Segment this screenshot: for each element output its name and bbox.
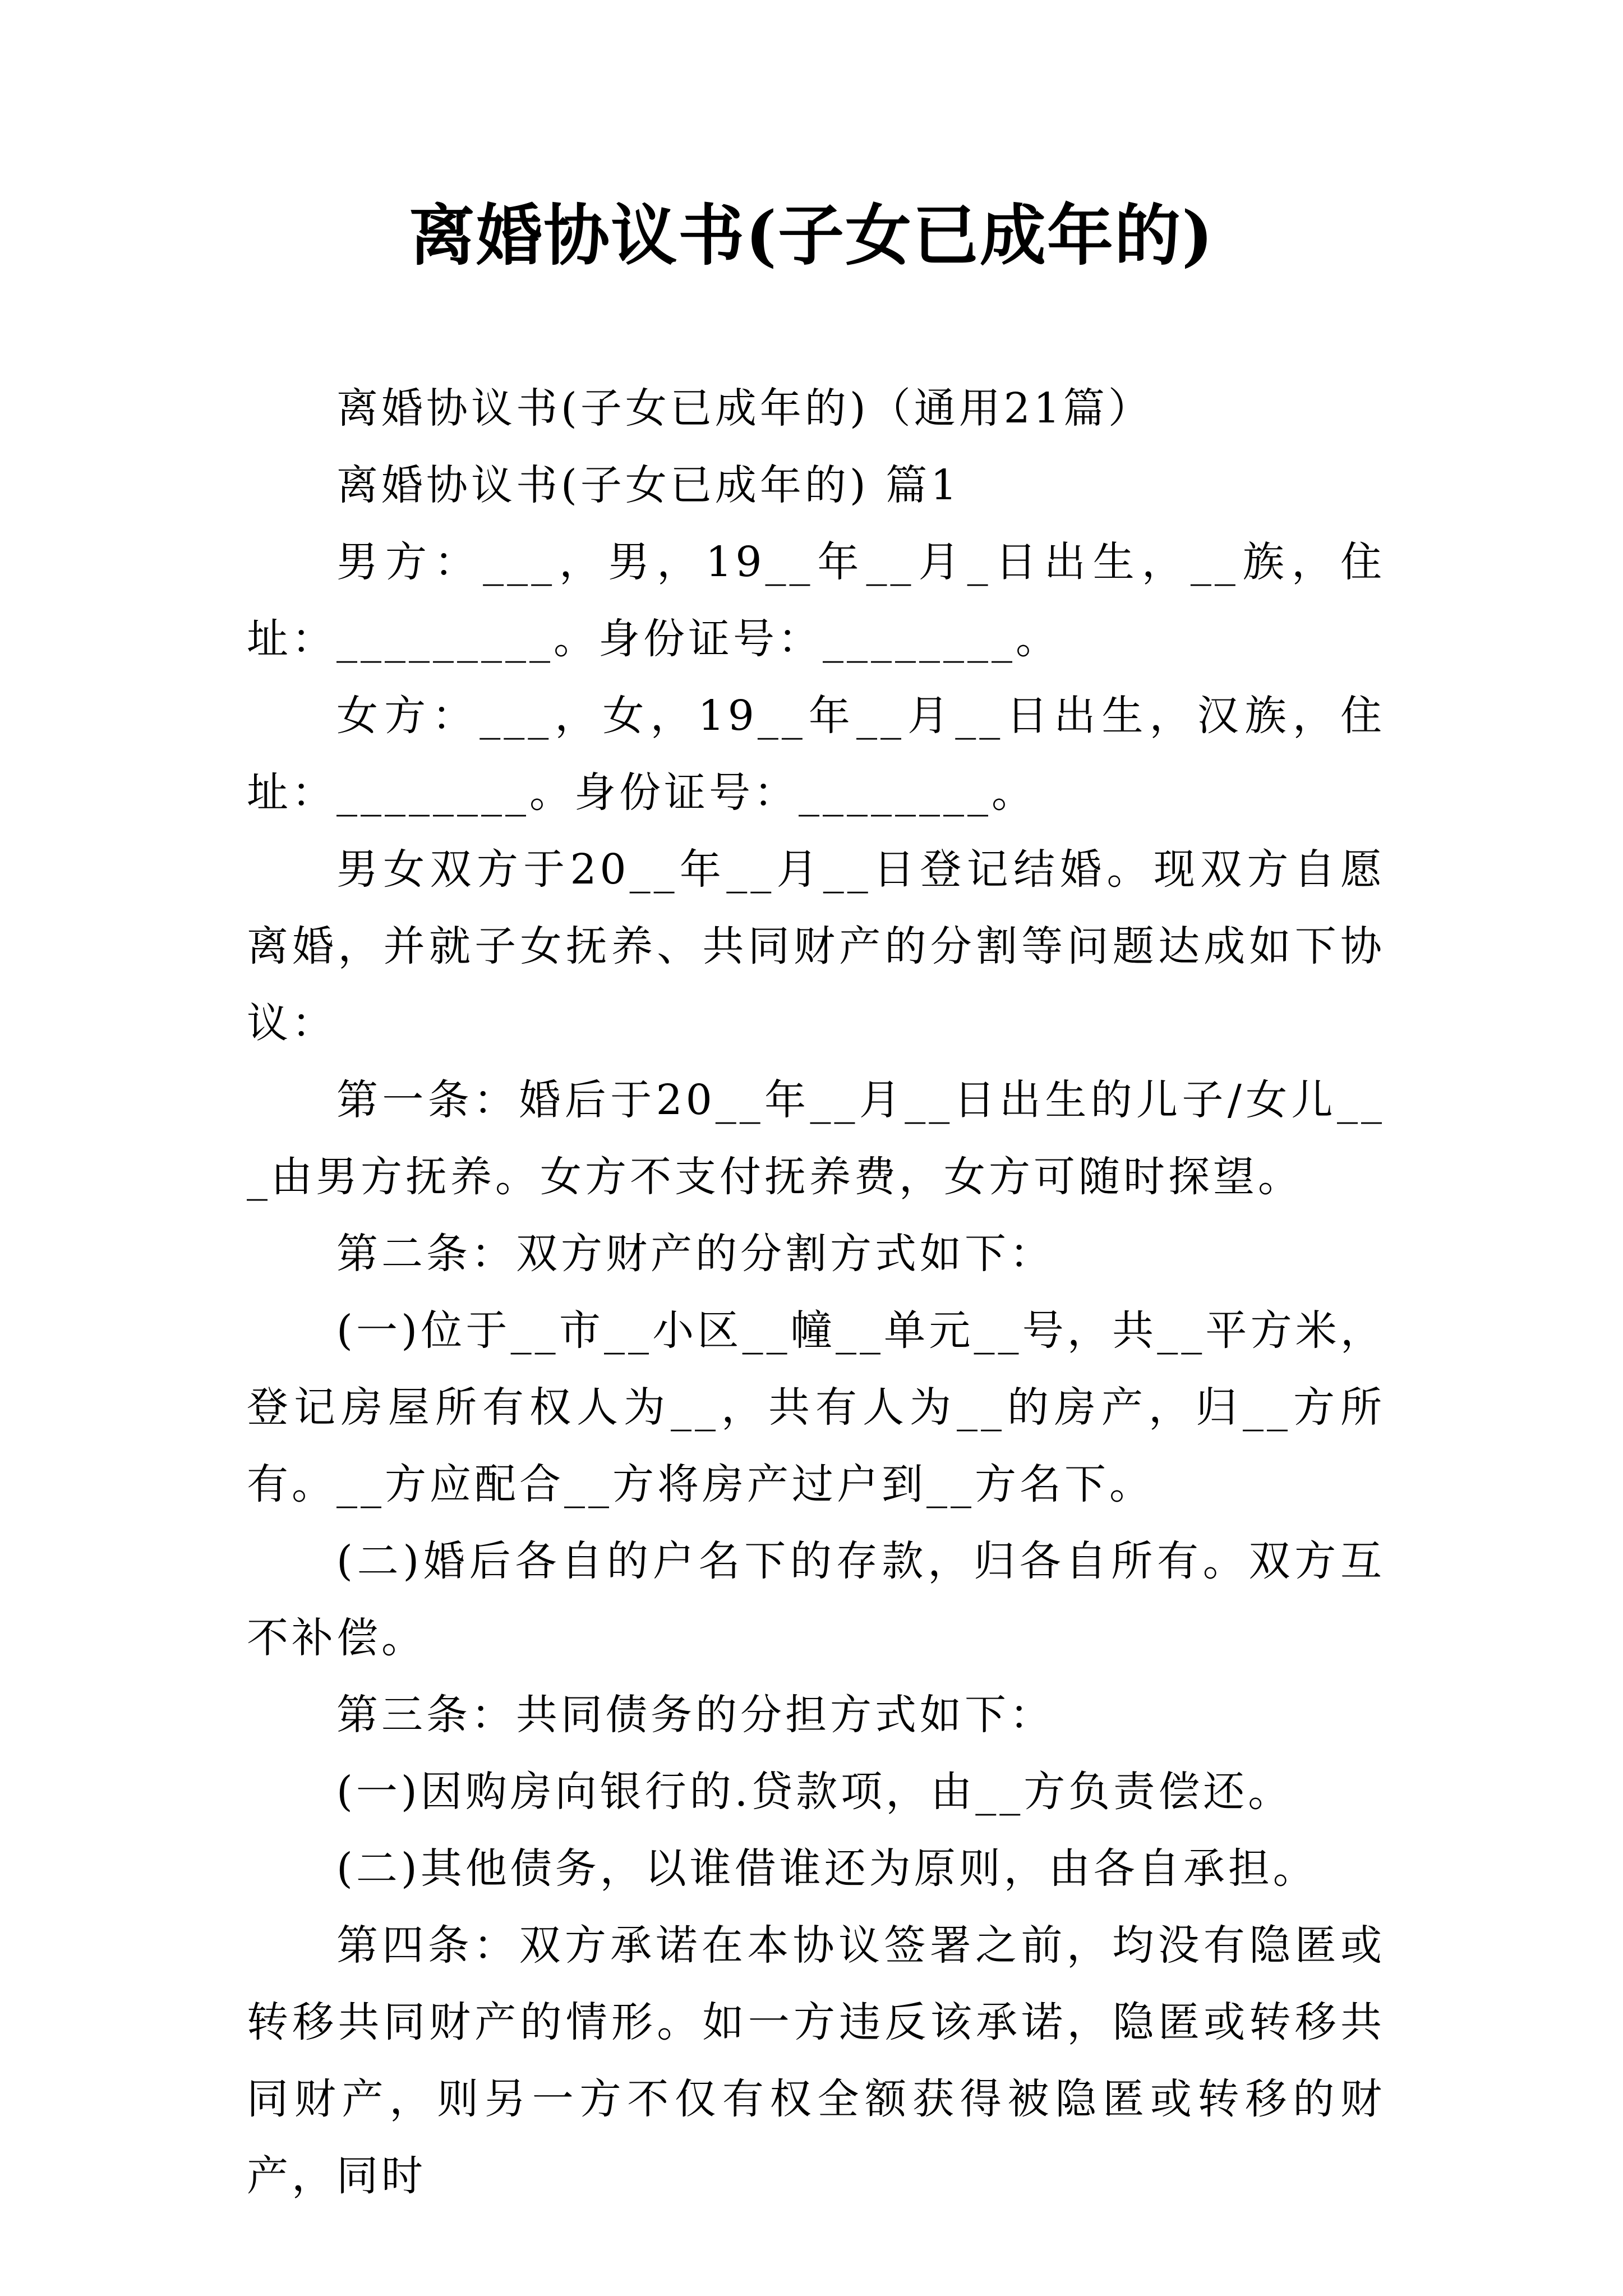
paragraph-article-2-item-1: (一)位于__市__小区__幢__单元__号，共__平方米，登记房屋所有权人为__，共有人为__的房产，归__方所有。__方应配合__方将房产过户到__方名下。 bbox=[247, 1306, 1385, 1508]
paragraph-marriage-statement: 男女双方于20__年__月__日登记结婚。现双方自愿离婚，并就子女抚养、共同财产的分割等问题达成如下协议： bbox=[247, 845, 1385, 1047]
paragraph-subtitle: 离婚协议书(子女已成年的)（通用21篇） bbox=[336, 384, 1153, 432]
document-title: 离婚协议书(子女已成年的) bbox=[409, 196, 1214, 274]
paragraph-article-2: 第二条：双方财产的分割方式如下： bbox=[336, 1230, 1054, 1278]
paragraph-section-heading: 离婚协议书(子女已成年的) 篇1 bbox=[336, 461, 961, 509]
document-body bbox=[247, 370, 1385, 2215]
paragraph-article-3-item-1: (一)因购房向银行的.贷款项，由__方负责偿还。 bbox=[336, 1768, 1293, 1816]
paragraph-article-4: 第四条：双方承诺在本协议签署之前，均没有隐匿或转移共同财产的情形。如一方违反该承诺，隐匿或转移共同财产，则另一方不仅有权全额获得被隐匿或转移的财产，同时 bbox=[247, 1921, 1385, 2200]
paragraph-female-party: 女方：___，女，19__年__月__日出生，汉族，住址：________。身份证号：________。 bbox=[247, 692, 1385, 817]
paragraph-article-2-item-2: (二)婚后各自的户名下的存款，归各自所有。双方互不补偿。 bbox=[247, 1537, 1385, 1662]
paragraph-article-3-item-2: (二)其他债务，以谁借谁还为原则，由各自承担。 bbox=[336, 1844, 1318, 1893]
paragraph-article-1: 第一条：婚后于20__年__月__日出生的儿子/女儿___由男方抚养。女方不支付抚养费，女方可随时探望。 bbox=[247, 1076, 1385, 1201]
paragraph-article-3: 第三条：共同债务的分担方式如下： bbox=[336, 1691, 1054, 1739]
paragraph-male-party: 男方：___，男，19__年__月_日出生，__族，住址：_________。身份证号：________。 bbox=[247, 538, 1385, 663]
